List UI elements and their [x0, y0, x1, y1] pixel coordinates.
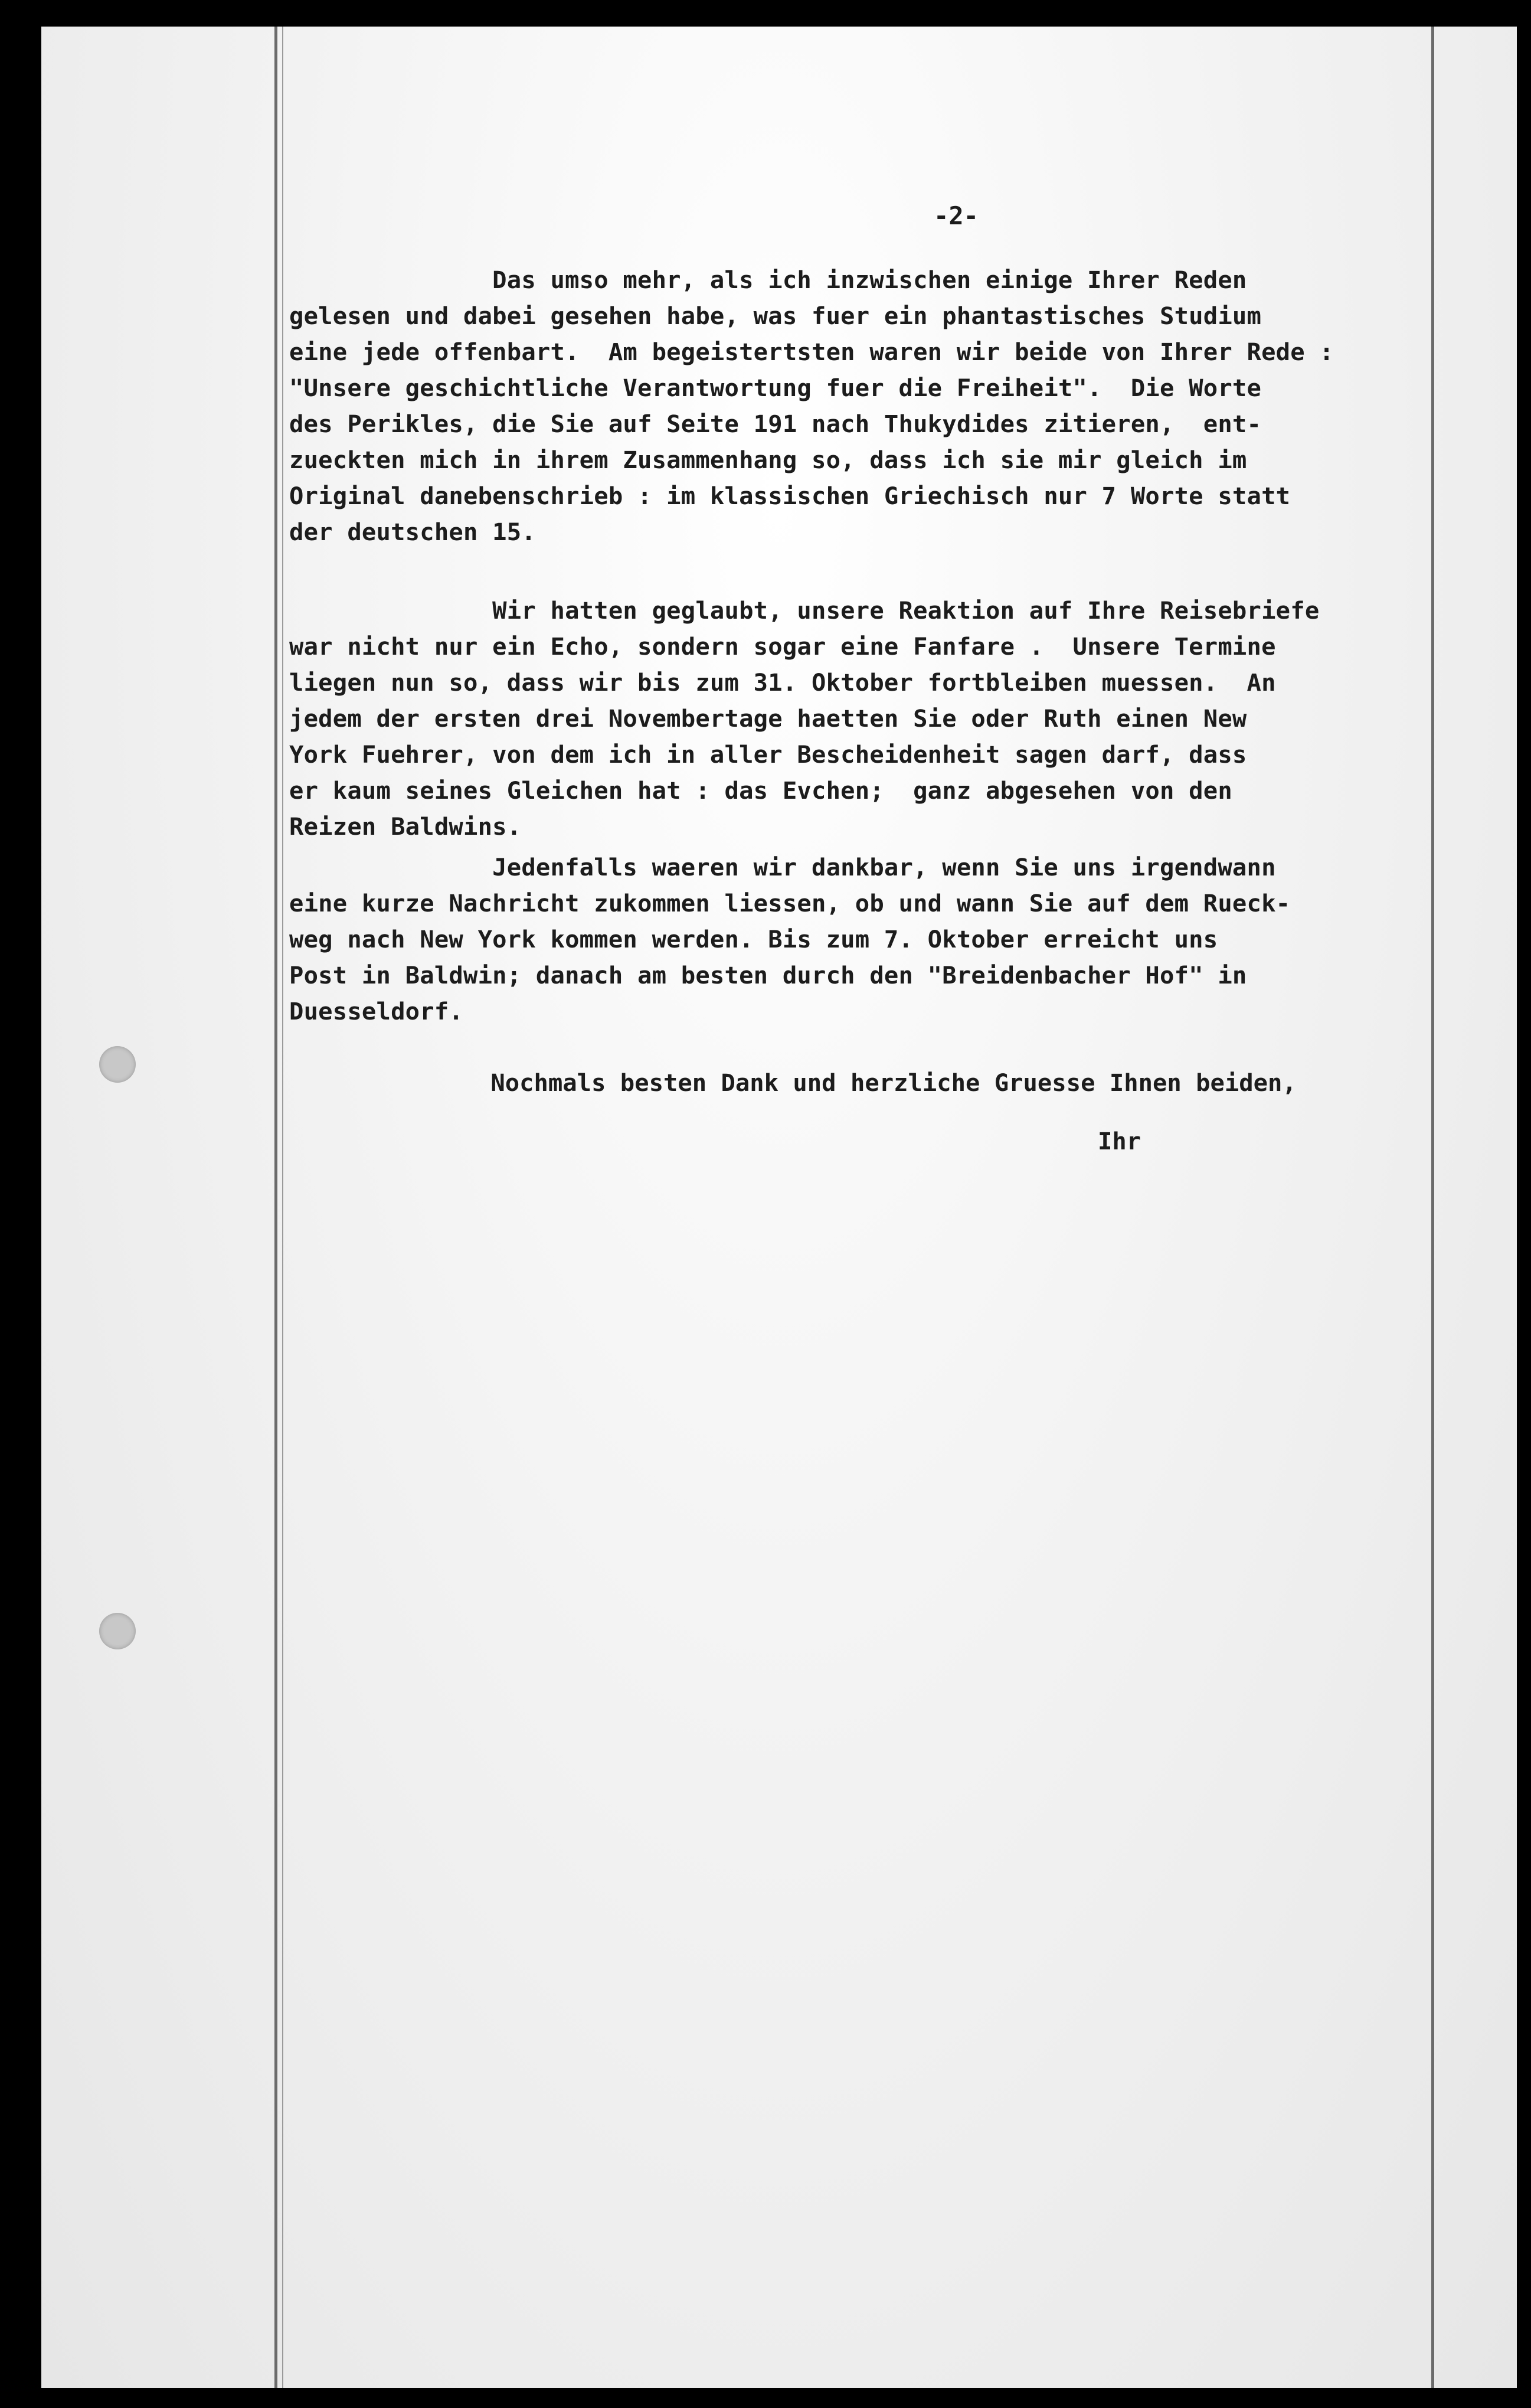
paragraph-line: jedem der ersten drei Novembertage haetten Sie oder Ruth einen New: [289, 704, 1247, 733]
paragraph-line: Duesseldorf.: [289, 997, 463, 1025]
paragraph-line: York Fuehrer, von dem ich in aller Bescheidenheit sagen darf, dass: [289, 740, 1247, 769]
paragraph-line: Wir hatten geglaubt, unsere Reaktion auf Ihre Reisebriefe: [289, 596, 1320, 625]
paragraph-1: [289, 262, 1446, 550]
paragraph-line: liegen nun so, dass wir bis zum 31. Oktober fortbleiben muessen. An: [289, 668, 1276, 697]
paragraph-2: [289, 593, 1446, 845]
left-margin-rule-inner: [282, 27, 283, 2388]
paragraph-line: war nicht nur ein Echo, sondern sogar eine Fanfare . Unsere Termine: [289, 632, 1276, 661]
punch-hole-lower: [99, 1613, 136, 1649]
paragraph-line: Das umso mehr, als ich inzwischen einige Ihrer Reden: [289, 266, 1247, 294]
paragraph-line: er kaum seines Gleichen hat : das Evchen; ganz abgesehen von den: [289, 776, 1232, 805]
closing-greeting: Nochmals besten Dank und herzliche Gruesse Ihnen beiden,: [289, 1069, 1297, 1097]
paragraph-line: Reizen Baldwins.: [289, 812, 522, 841]
paragraph-line: zueckten mich in ihrem Zusammenhang so, dass ich sie mir gleich im: [289, 446, 1247, 474]
page-number: -2-: [934, 201, 979, 230]
paragraph-gap: [289, 550, 1446, 593]
paragraph-line: "Unsere geschichtliche Verantwortung fuer die Freiheit". Die Worte: [289, 374, 1262, 402]
punch-hole-upper: [99, 1046, 136, 1083]
paragraph-line: Original danebenschrieb : im klassischen Griechisch nur 7 Worte statt: [289, 482, 1291, 510]
paragraph-line: weg nach New York kommen werden. Bis zum 7. Oktober erreicht uns: [289, 925, 1218, 953]
letter-body: [289, 198, 1446, 1159]
letter-page: [41, 27, 1517, 2388]
paragraph-3: [289, 850, 1446, 1030]
paragraph-line: eine kurze Nachricht zukommen liessen, ob und wann Sie auf dem Rueck-: [289, 889, 1291, 917]
paragraph-line: gelesen und dabei gesehen habe, was fuer ein phantastisches Studium: [289, 302, 1262, 330]
paragraph-line: Post in Baldwin; danach am besten durch den "Breidenbacher Hof" in: [289, 961, 1247, 989]
paragraph-line: des Perikles, die Sie auf Seite 191 nach Thukydides zitieren, ent-: [289, 410, 1262, 438]
paragraph-line: Jedenfalls waeren wir dankbar, wenn Sie uns irgendwann: [289, 853, 1276, 881]
signature: Ihr: [1098, 1127, 1141, 1155]
paragraph-line: eine jede offenbart. Am begeistertsten waren wir beide von Ihrer Rede :: [289, 338, 1334, 366]
paragraph-gap: [289, 845, 1446, 850]
left-margin-rule: [274, 27, 277, 2388]
paragraph-line: der deutschen 15.: [289, 518, 536, 546]
